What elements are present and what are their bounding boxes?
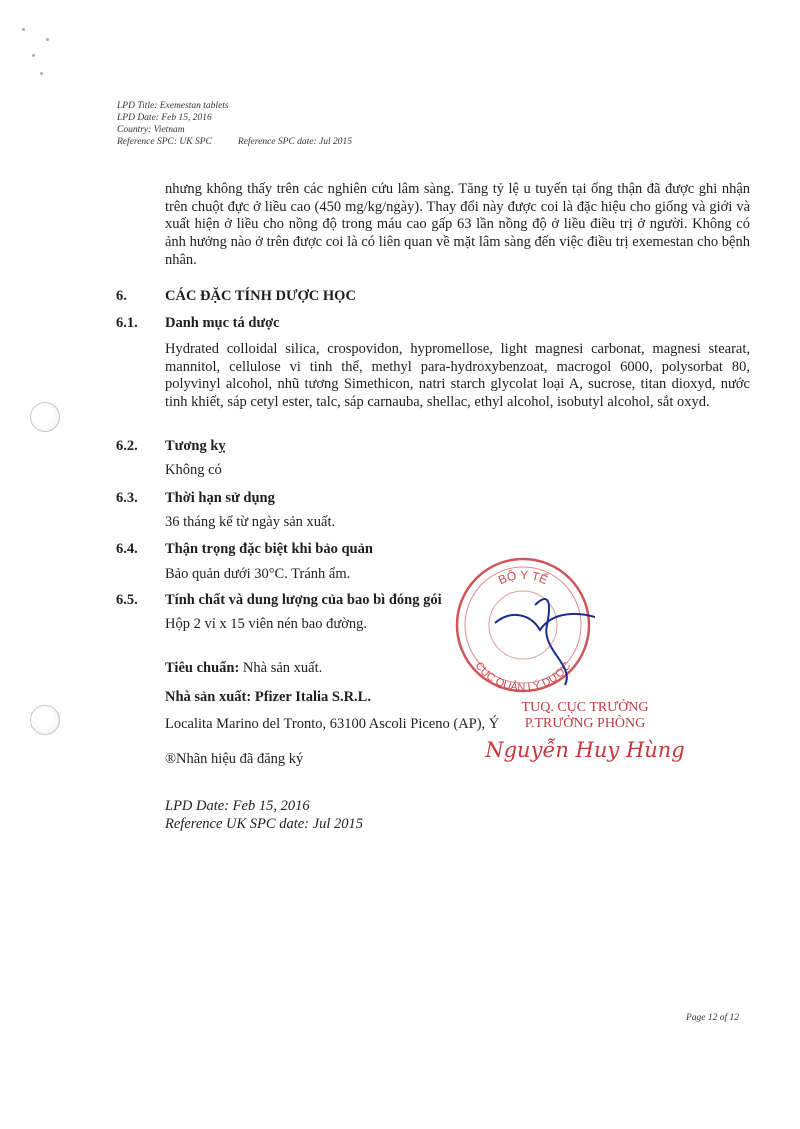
section-6-5-title: Tính chất và dung lượng của bao bì đóng gói xyxy=(165,592,442,608)
section-6-4-number: 6.4. xyxy=(116,541,138,557)
storage-text: Bảo quản dưới 30°C. Tránh ẩm. xyxy=(165,566,351,582)
standard-line xyxy=(165,660,322,677)
header-country: Country: Vietnam xyxy=(117,125,185,135)
punch-hole-top xyxy=(30,402,60,432)
standard-value: Nhà sản xuất. xyxy=(239,660,323,676)
document-header xyxy=(117,100,352,148)
section-6-title: CÁC ĐẶC TÍNH DƯỢC HỌC xyxy=(165,288,356,304)
signer-title-1: TUQ. CỤC TRƯỞNG xyxy=(521,700,649,715)
section-6-number: 6. xyxy=(116,288,127,304)
signer-name: Nguyễn Huy Hùng xyxy=(485,738,685,762)
footer-lpd-date: LPD Date: Feb 15, 2016 xyxy=(165,798,310,814)
section-6-4-title: Thận trọng đặc biệt khi bảo quản xyxy=(165,541,373,557)
page-number: Page 12 of 12 xyxy=(686,1013,740,1023)
manufacturer-name: Nhà sản xuất: Pfizer Italia S.R.L. xyxy=(165,689,371,705)
standard-label: Tiêu chuẩn: xyxy=(165,660,240,676)
official-seal xyxy=(435,555,595,695)
incompatibilities-text: Không có xyxy=(165,462,222,478)
seal-top-text: BỘ Y TẾ xyxy=(496,567,550,588)
punch-hole-bottom xyxy=(30,705,60,735)
manufacturer-address: Localita Marino del Tronto, 63100 Ascoli Piceno (AP), Ý xyxy=(165,716,500,732)
signer-title-2: P.TRƯỞNG PHÒNG xyxy=(524,716,646,731)
excipients-list: Hydrated colloidal silica, crospovidon, hypromellose, light magnesi carbonat, magnesi stearat, mannitol, cellulose vi tinh thể, methyl para-hydroxybenzoat, macrogol 6000, polysorbat 80, polyvinyl alcohol, nhũ tương Simethicon, natri starch glycolat loại A, sucrose, titan dioxyd, nước tinh khiết, sáp cetyl ester, talc, sáp carnauba, shellac, ethyl alcohol, isobutyl alcohol, sắt oxyd. xyxy=(165,341,750,411)
section-6-1-number: 6.1. xyxy=(116,315,138,331)
header-ref-spc: Reference SPC: UK SPC xyxy=(117,137,212,147)
footer-lpd xyxy=(165,797,363,833)
signature-block xyxy=(485,700,685,762)
section-6-2-number: 6.2. xyxy=(116,438,138,454)
trademark-note: ®Nhãn hiệu đã đăng ký xyxy=(165,751,304,767)
section-6-3-title: Thời hạn sử dụng xyxy=(165,490,275,506)
shelf-life-text: 36 tháng kể từ ngày sản xuất. xyxy=(165,514,336,530)
footer-reference: Reference UK SPC date: Jul 2015 xyxy=(165,816,363,832)
header-title: LPD Title: Exemestan tablets xyxy=(117,101,229,111)
section-6-2-title: Tương kỵ xyxy=(165,438,226,454)
section-6-1-title: Danh mục tá dược xyxy=(165,315,280,331)
packaging-text: Hộp 2 vỉ x 15 viên nén bao đường. xyxy=(165,616,367,632)
intro-paragraph: nhưng không thấy trên các nghiên cứu lâm sàng. Tăng tỷ lệ u tuyến tại ống thận đã được ghi nhận trên chuột đực ở liều cao (450 mg/kg/ngày). Thay đổi này được coi là đặc hiệu cho giống và giới và xuất hiện ở liều cho nồng độ trong máu cao gấp 63 lần nồng độ ở liều điều trị ở người. Không có ảnh hưởng nào ở trên được coi là có liên quan về mặt lâm sàng đến việc điều trị exemestan cho bệnh nhân. xyxy=(165,181,750,268)
section-6-5-number: 6.5. xyxy=(116,592,138,608)
seal-bottom-text: CỤC QUẢN LÝ DƯỢC xyxy=(472,660,574,695)
header-reference xyxy=(117,136,352,148)
header-ref-date: Reference SPC date: Jul 2015 xyxy=(237,137,353,147)
header-date: LPD Date: Feb 15, 2016 xyxy=(117,113,212,123)
section-6-3-number: 6.3. xyxy=(116,490,138,506)
